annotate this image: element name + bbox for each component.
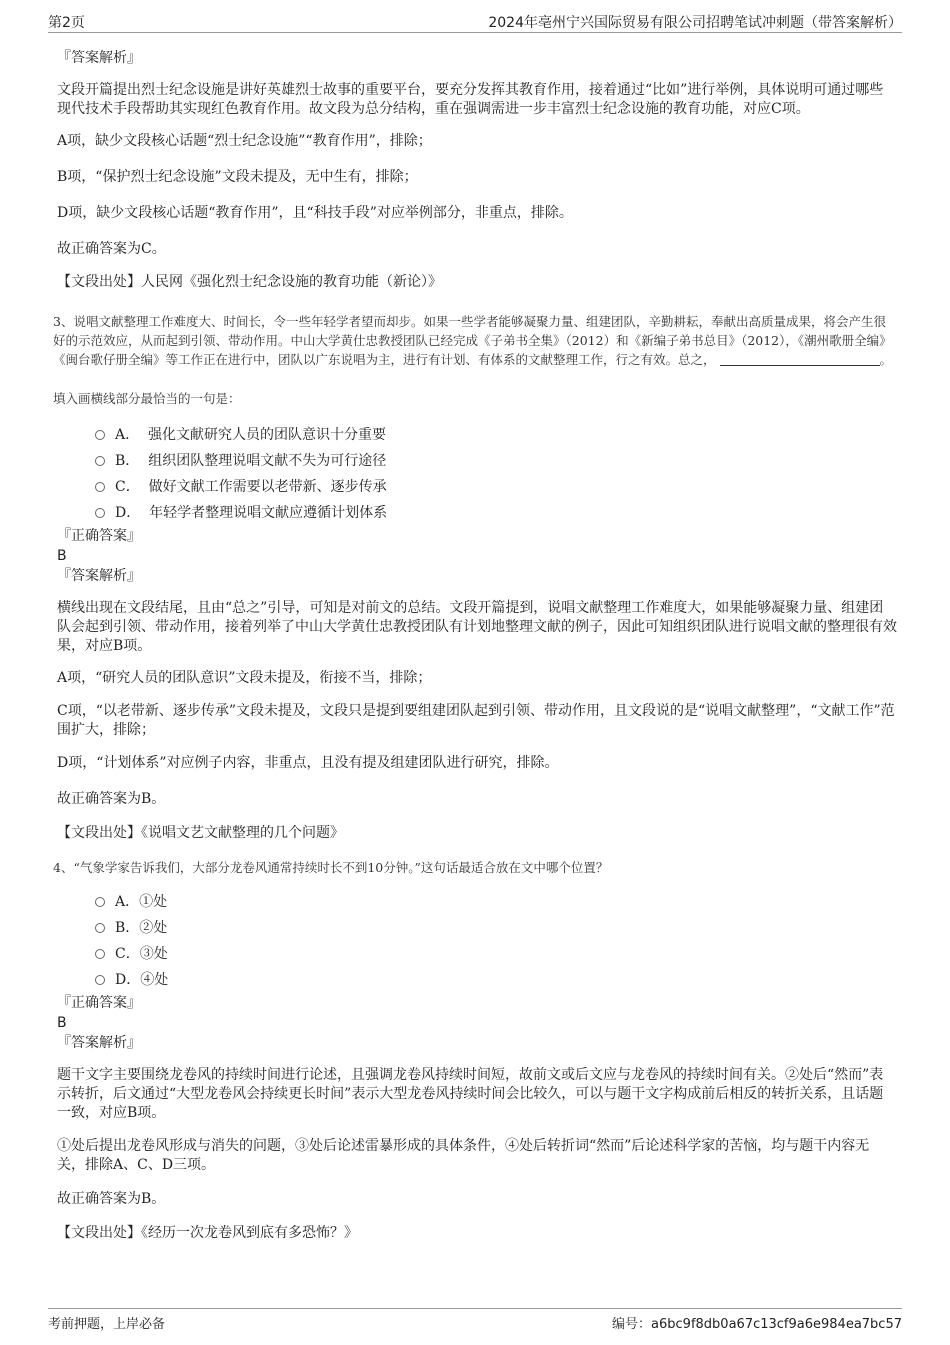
q4-question: 4、“气象学家告诉我们，大部分龙卷风通常持续时长不到10分钟。”这句话最适合放在文中哪个位置？ bbox=[53, 860, 609, 875]
q3-option-c[interactable] bbox=[95, 474, 897, 500]
q3-blank bbox=[720, 353, 880, 366]
document-title: 2024年亳州宁兴国际贸易有限公司招聘笔试冲刺题（带答案解析） bbox=[488, 15, 902, 31]
page-header bbox=[48, 12, 902, 33]
q4-option-c[interactable] bbox=[95, 941, 897, 967]
q3-instruction: 填入画横线部分最恰当的一句是： bbox=[53, 391, 241, 406]
q4-correct-answer: B bbox=[57, 1015, 67, 1031]
option-text: 年轻学者整理说唱文献应遵循计划体系 bbox=[149, 505, 388, 521]
option-key: D． bbox=[115, 972, 141, 988]
q3-conclusion: 故正确答案为B。 bbox=[57, 791, 166, 807]
option-key: A． bbox=[115, 427, 140, 443]
q3-option-d-explanation: D项，“计划体系”对应例子内容，非重点，且没有提及组建团队进行研究，排除。 bbox=[57, 755, 559, 771]
radio-icon[interactable] bbox=[95, 482, 105, 492]
option-key: C． bbox=[115, 946, 140, 962]
radio-icon[interactable] bbox=[95, 897, 105, 907]
q4-correct-label: 『正确答案』 bbox=[57, 995, 141, 1011]
q3-analysis: 横线出现在文段结尾，且由“总之”引导，可知是对前文的总结。文段开篇提到，说唱文献整理工作难度大，如果能够凝聚力量、组建团队会起到引领、带动作用，接着列举了中山大学黄仕忠教授团队有计划地整理文献的例子，因此可知组织团队进行说唱文献的整理很有效果，对应B项。 bbox=[57, 600, 897, 654]
footer-slogan: 考前押题，上岸必备 bbox=[48, 1317, 166, 1332]
q3-option-d[interactable] bbox=[95, 500, 897, 526]
q2-analysis-label: 『答案解析』 bbox=[57, 50, 141, 66]
main-content bbox=[53, 48, 897, 1243]
option-text: ④处 bbox=[140, 972, 169, 988]
radio-icon[interactable] bbox=[95, 975, 105, 985]
q4-conclusion: 故正确答案为B。 bbox=[57, 1191, 166, 1207]
radio-icon[interactable] bbox=[95, 923, 105, 933]
radio-icon[interactable] bbox=[95, 456, 105, 466]
q3-option-c-explanation: C项，“以老带新、逐步传承”文段未提及，文段只是提到要组建团队起到引领、带动作用，且文段说的是“说唱文献整理”，“文献工作”范围扩大，排除； bbox=[57, 703, 895, 738]
q3-correct-answer: B bbox=[57, 548, 67, 564]
q4-option-d[interactable] bbox=[95, 967, 897, 993]
q2-option-b-explanation: B项，“保护烈士纪念设施”文段未提及，无中生有，排除； bbox=[57, 169, 418, 185]
q2-conclusion: 故正确答案为C。 bbox=[57, 241, 166, 257]
option-key: B． bbox=[115, 920, 140, 936]
q3-options bbox=[95, 422, 897, 526]
q4-analysis: 题干文字主要围绕龙卷风的持续时间进行论述，且强调龙卷风持续时间短，故前文或后文应与龙卷风的持续时间有关。②处后“然而”表示转折，后文通过“大型龙卷风会持续更长时间”表示大型龙卷风持续时间会比较久，可以与题干文字构成前后相反的转折关系，且话题一致，对应B项。 bbox=[57, 1067, 884, 1121]
q4-options bbox=[95, 889, 897, 993]
q4-other-options-explanation: ①处后提出龙卷风形成与消失的问题，③处后论述雷暴形成的具体条件，④处后转折词“然而”后论述科学家的苦恼，均与题干内容无关，排除A、C、D三项。 bbox=[57, 1138, 870, 1173]
q3-question-text: 3、说唱文献整理工作难度大、时间长，令一些年轻学者望而却步。如果一些学者能够凝聚力量、组建团队，辛勤耕耘，奉献出高质量成果，将会产生很好的示范效应，从而起到引领、带动作用。中山大学黄仕忠教授团队已经完成《子弟书全集》（2012）和《新编子弟书总目》（2012），《潮州歌册全编》《闽台歌仔册全编》等工作正在进行中，团队以广东说唱为主，进行有计划、有体系的文献整理工作，行之有效。总之， bbox=[53, 314, 892, 367]
q3-question-end: 。 bbox=[879, 352, 893, 367]
q3-question bbox=[53, 312, 897, 369]
q2-option-d-explanation: D项，缺少文段核心话题“教育作用”，且“科技手段”对应举例部分，非重点，排除。 bbox=[57, 205, 573, 221]
option-text: 组织团队整理说唱文献不失为可行途径 bbox=[148, 453, 387, 469]
option-text: 强化文献研究人员的团队意识十分重要 bbox=[148, 427, 387, 443]
q3-analysis-label: 『答案解析』 bbox=[57, 568, 141, 584]
option-key: A． bbox=[115, 894, 140, 910]
option-text: 做好文献工作需要以老带新、逐步传承 bbox=[148, 479, 387, 495]
page-number: 第2页 bbox=[48, 15, 85, 31]
radio-icon[interactable] bbox=[95, 430, 105, 440]
option-text: ③处 bbox=[139, 946, 168, 962]
q3-option-a[interactable] bbox=[95, 422, 897, 448]
radio-icon[interactable] bbox=[95, 508, 105, 518]
q3-correct-label: 『正确答案』 bbox=[57, 528, 141, 544]
option-key: D． bbox=[115, 505, 141, 521]
q2-option-a-explanation: A项，缺少文段核心话题“烈士纪念设施”“教育作用”，排除； bbox=[57, 133, 432, 149]
q4-option-a[interactable] bbox=[95, 889, 897, 915]
q2-analysis: 文段开篇提出烈士纪念设施是讲好英雄烈士故事的重要平台，要充分发挥其教育作用，接着通过“比如”进行举例，具体说明可通过哪些现代技术手段帮助其实现红色教育作用。故文段为总分结构，重在强调需进一步丰富烈士纪念设施的教育功能，对应C项。 bbox=[57, 82, 884, 117]
option-key: C． bbox=[115, 479, 140, 495]
q3-source: 【文段出处】《说唱文艺文献整理的几个问题》 bbox=[57, 825, 344, 841]
page-footer bbox=[48, 1308, 902, 1331]
q3-option-b[interactable] bbox=[95, 448, 897, 474]
option-key: B． bbox=[115, 453, 140, 469]
q4-analysis-label: 『答案解析』 bbox=[57, 1035, 141, 1051]
radio-icon[interactable] bbox=[95, 949, 105, 959]
document-code: 编号：a6bc9f8db0a67c13cf9a6e984ea7bc57 bbox=[612, 1317, 902, 1332]
q4-option-b[interactable] bbox=[95, 915, 897, 941]
option-text: ①处 bbox=[139, 894, 168, 910]
q3-option-a-explanation: A项，“研究人员的团队意识”文段未提及，衔接不当，排除； bbox=[57, 670, 432, 686]
q4-source: 【文段出处】《经历一次龙卷风到底有多恐怖？》 bbox=[57, 1225, 358, 1241]
q2-source: 【文段出处】人民网《强化烈士纪念设施的教育功能（新论）》 bbox=[57, 274, 442, 290]
option-text: ②处 bbox=[139, 920, 168, 936]
